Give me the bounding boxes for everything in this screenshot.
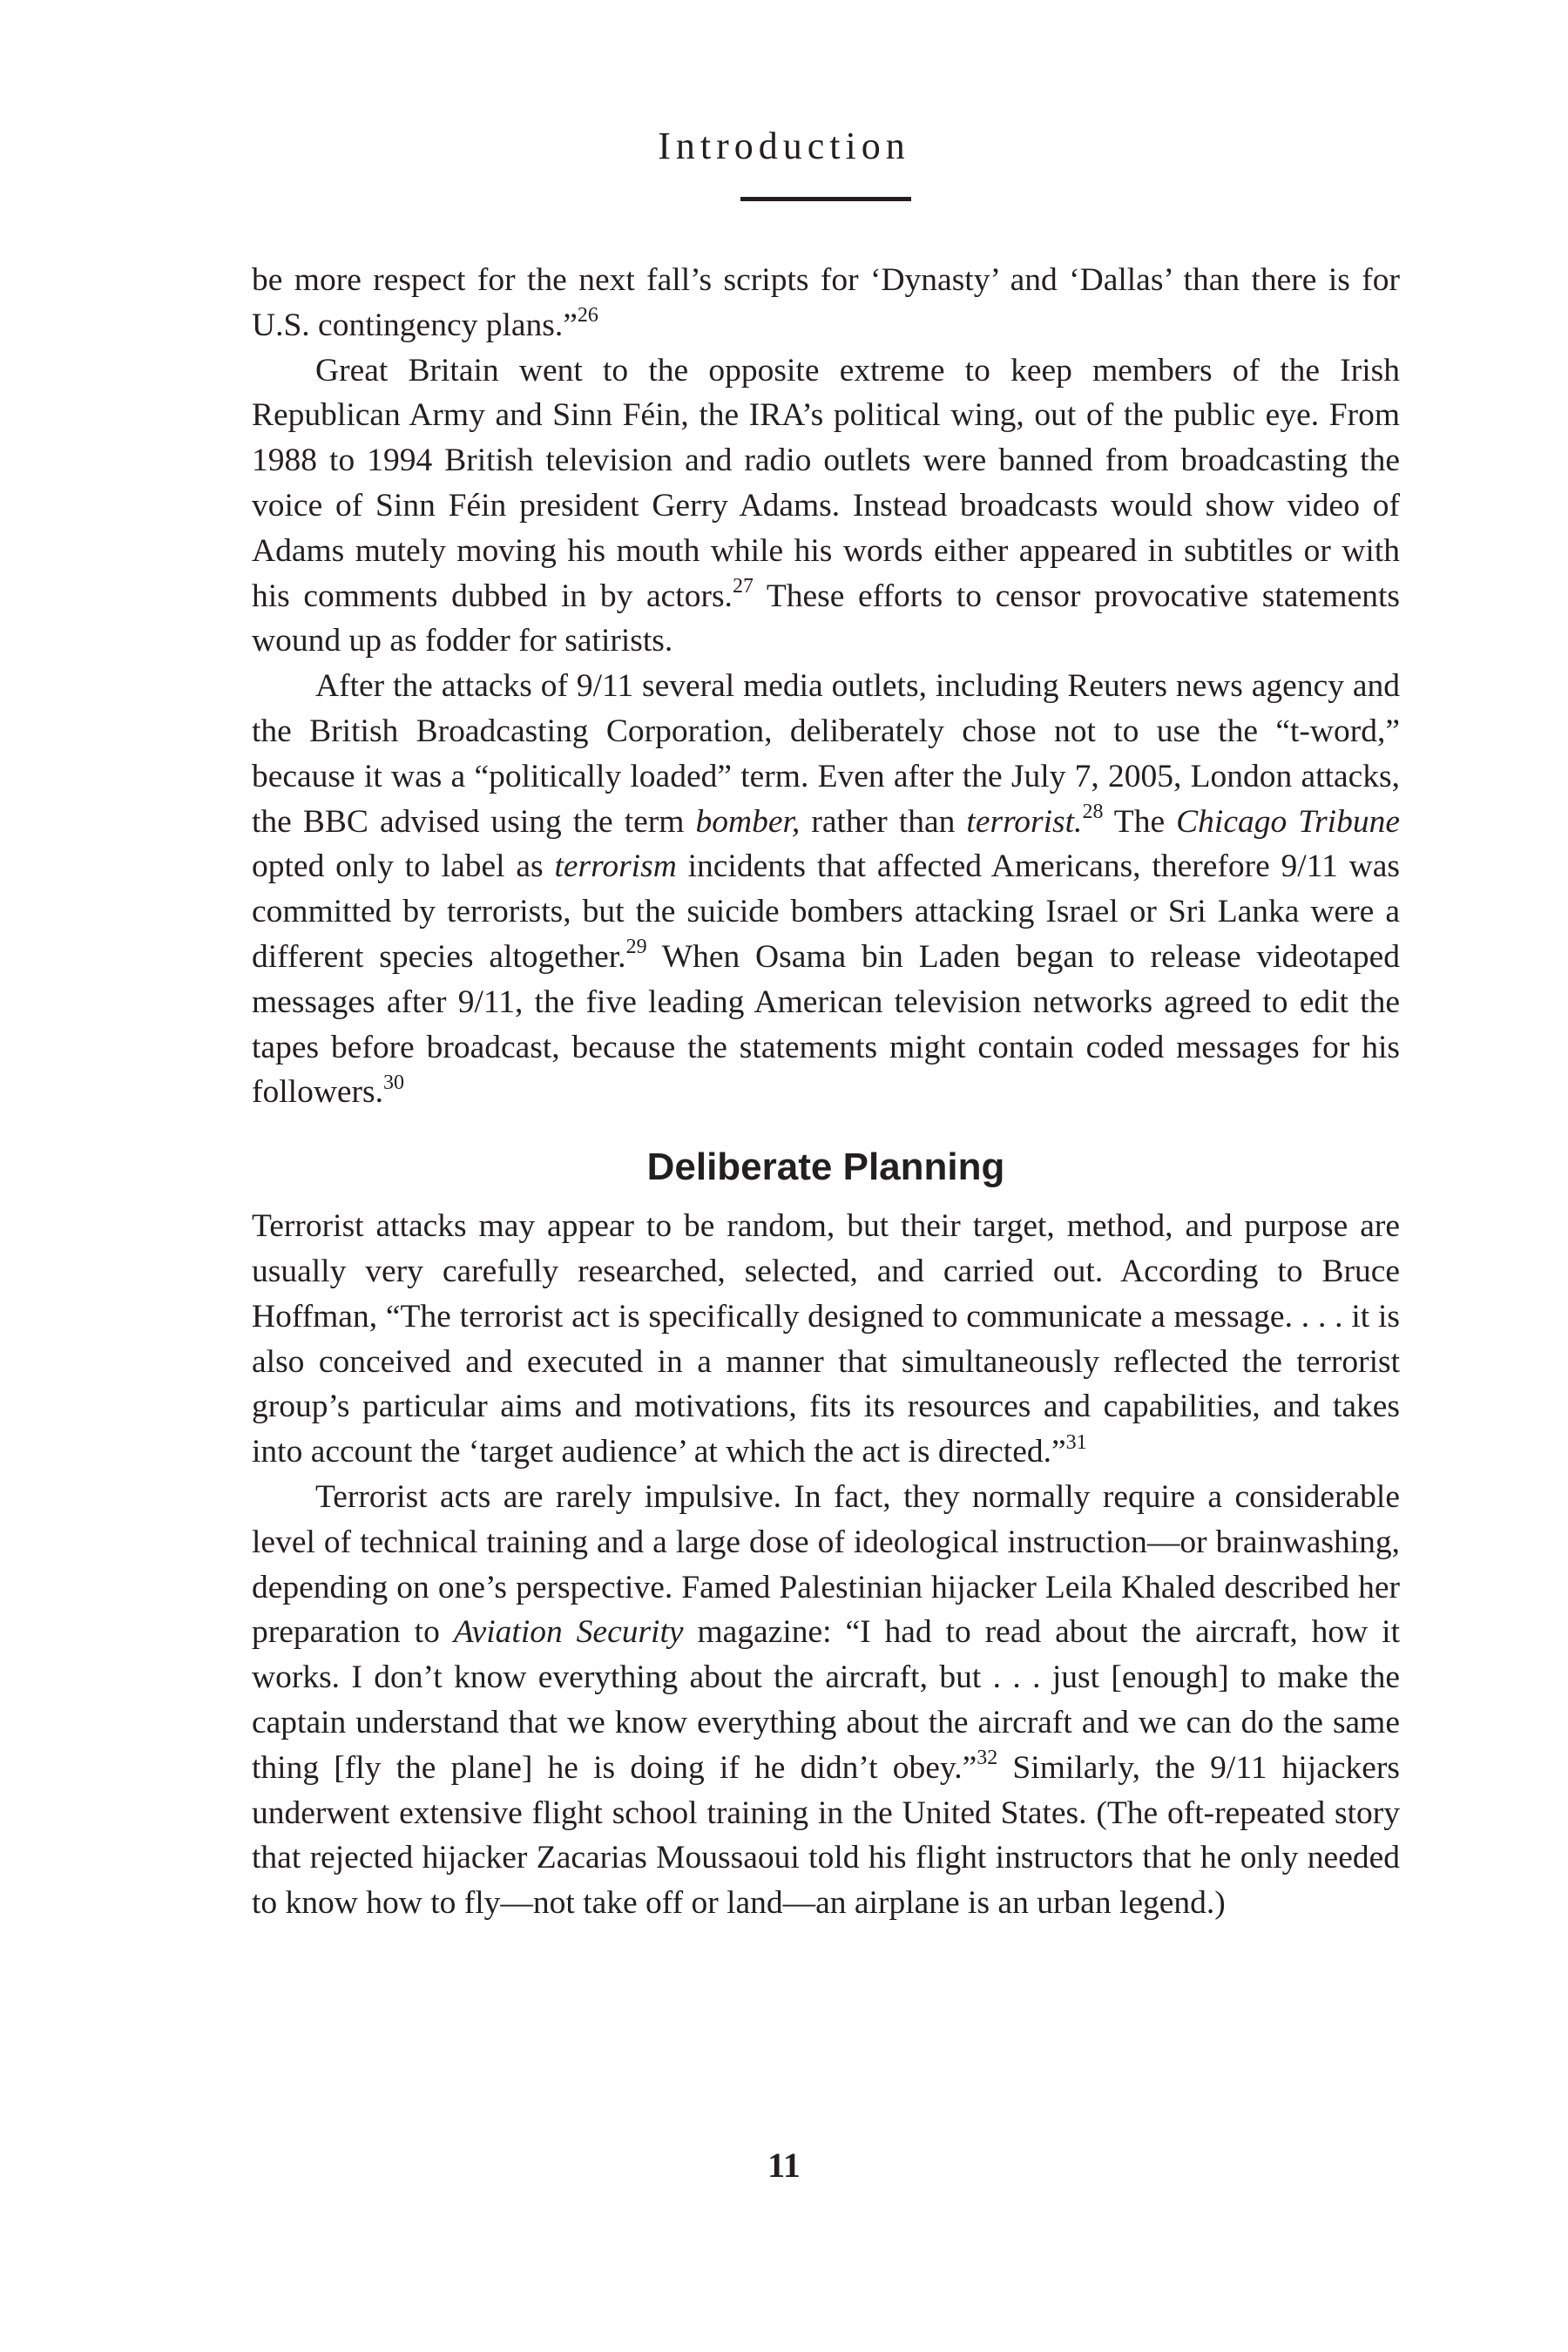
paragraph-5 (252, 1475, 1400, 1926)
text-run: magazine: “I had to read about the aircraft, how it works. I don’t know everything about the aircraft, but . . . just [enough] to make the captain understand that we know everything about the aircraft and we can do the same thing [fly the plane] he is doing if he didn’t obey.” (252, 1614, 1400, 1786)
paragraph-4 (252, 1204, 1400, 1475)
paragraph-3 (252, 664, 1400, 1115)
text-run: Great Britain went to the opposite extreme to keep members of the Irish Republican Army and Sinn Féin, the IRA’s political wing, out of the public eye. From 1988 to 1994 British television and radio outlets were banned from broadcasting the voice of Sinn Féin president Gerry Adams. Instead broadcasts would show video of Adams mutely moving his mouth while his words either appeared in subtitles or with his comments dubbed in by actors. (252, 352, 1400, 614)
italic-text: bomber, (695, 803, 801, 840)
text-run: The (1103, 803, 1177, 840)
running-head: Introduction (658, 125, 910, 167)
footnote-ref: 28 (1082, 801, 1104, 824)
section-heading: Deliberate Planning (646, 1146, 1005, 1189)
body-text (252, 258, 1400, 1926)
italic-text: terrorist. (966, 803, 1083, 840)
text-run: After the attacks of 9/11 several media outlets, including Reuters news agency and the British Broadcasting Corporation, deliberately chose not to use the “t-word,” because it was a “politically loaded” term. Even after the July 7, 2005, London attacks, the BBC advised using the term (252, 668, 1400, 840)
text-run: opted only to label as (252, 848, 555, 885)
text-run: These efforts to censor provocative statements wound up as fodder for satirists. (252, 578, 1400, 659)
footnote-ref: 30 (383, 1071, 405, 1094)
italic-text: terrorism (554, 848, 677, 885)
text-run: incidents that affected Americans, therefore 9/11 was committed by terrorists, but the suicide bombers attacking Israel or Sri Lanka were a different species altogether. (252, 848, 1400, 975)
text-run: Similarly, the 9/11 hijackers underwent extensive flight school training in the United States. (The oft-repeated story that rejected hijacker Zacarias Moussaoui told his flight instructors that he only needed to know how to fly—not take off or land—an airplane is an urban legend.) (252, 1749, 1400, 1922)
footnote-ref: 29 (625, 936, 647, 959)
footnote-ref: 26 (577, 304, 598, 328)
footnote-ref: 31 (1065, 1430, 1087, 1454)
text-run: When Osama bin Laden began to release videotaped messages after 9/11, the five leading American television networks agreed to edit the tapes before broadcast, because the statements might contain coded messages for his followers. (252, 938, 1400, 1111)
italic-text: Chicago Tribune (1176, 803, 1400, 840)
paragraph-1 (252, 258, 1400, 348)
running-head-rule (740, 197, 911, 201)
text-run: Terrorist acts are rarely impulsive. In fact, they normally require a considerable level of technical training and a large dose of ideological instruction—or brainwashing, depending on one’s perspective. Famed Palestinian hijacker Leila Khaled described her preparation to (252, 1478, 1400, 1651)
text-run: rather than (800, 803, 967, 840)
footnote-ref: 27 (732, 575, 754, 598)
italic-text: Aviation Security (453, 1614, 684, 1651)
footnote-ref: 32 (977, 1747, 998, 1770)
paragraph-2 (252, 348, 1400, 665)
text-run: Terrorist attacks may appear to be random, but their target, method, and purpose are usually very carefully researched, selected, and carried out. According to Bruce Hoffman, “The terrorist act is specifically designed to communicate a message. . . . it is also conceived and executed in a manner that simultaneously reflected the terrorist group’s particular aims and motivations, fits its resources and capabilities, and takes into account the ‘target audience’ at which the act is directed.” (252, 1208, 1400, 1470)
page-number: 11 (767, 2146, 801, 2185)
text-run: be more respect for the next fall’s scripts for ‘Dynasty’ and ‘Dallas’ than there is for U.S. contingency plans.” (252, 262, 1400, 343)
